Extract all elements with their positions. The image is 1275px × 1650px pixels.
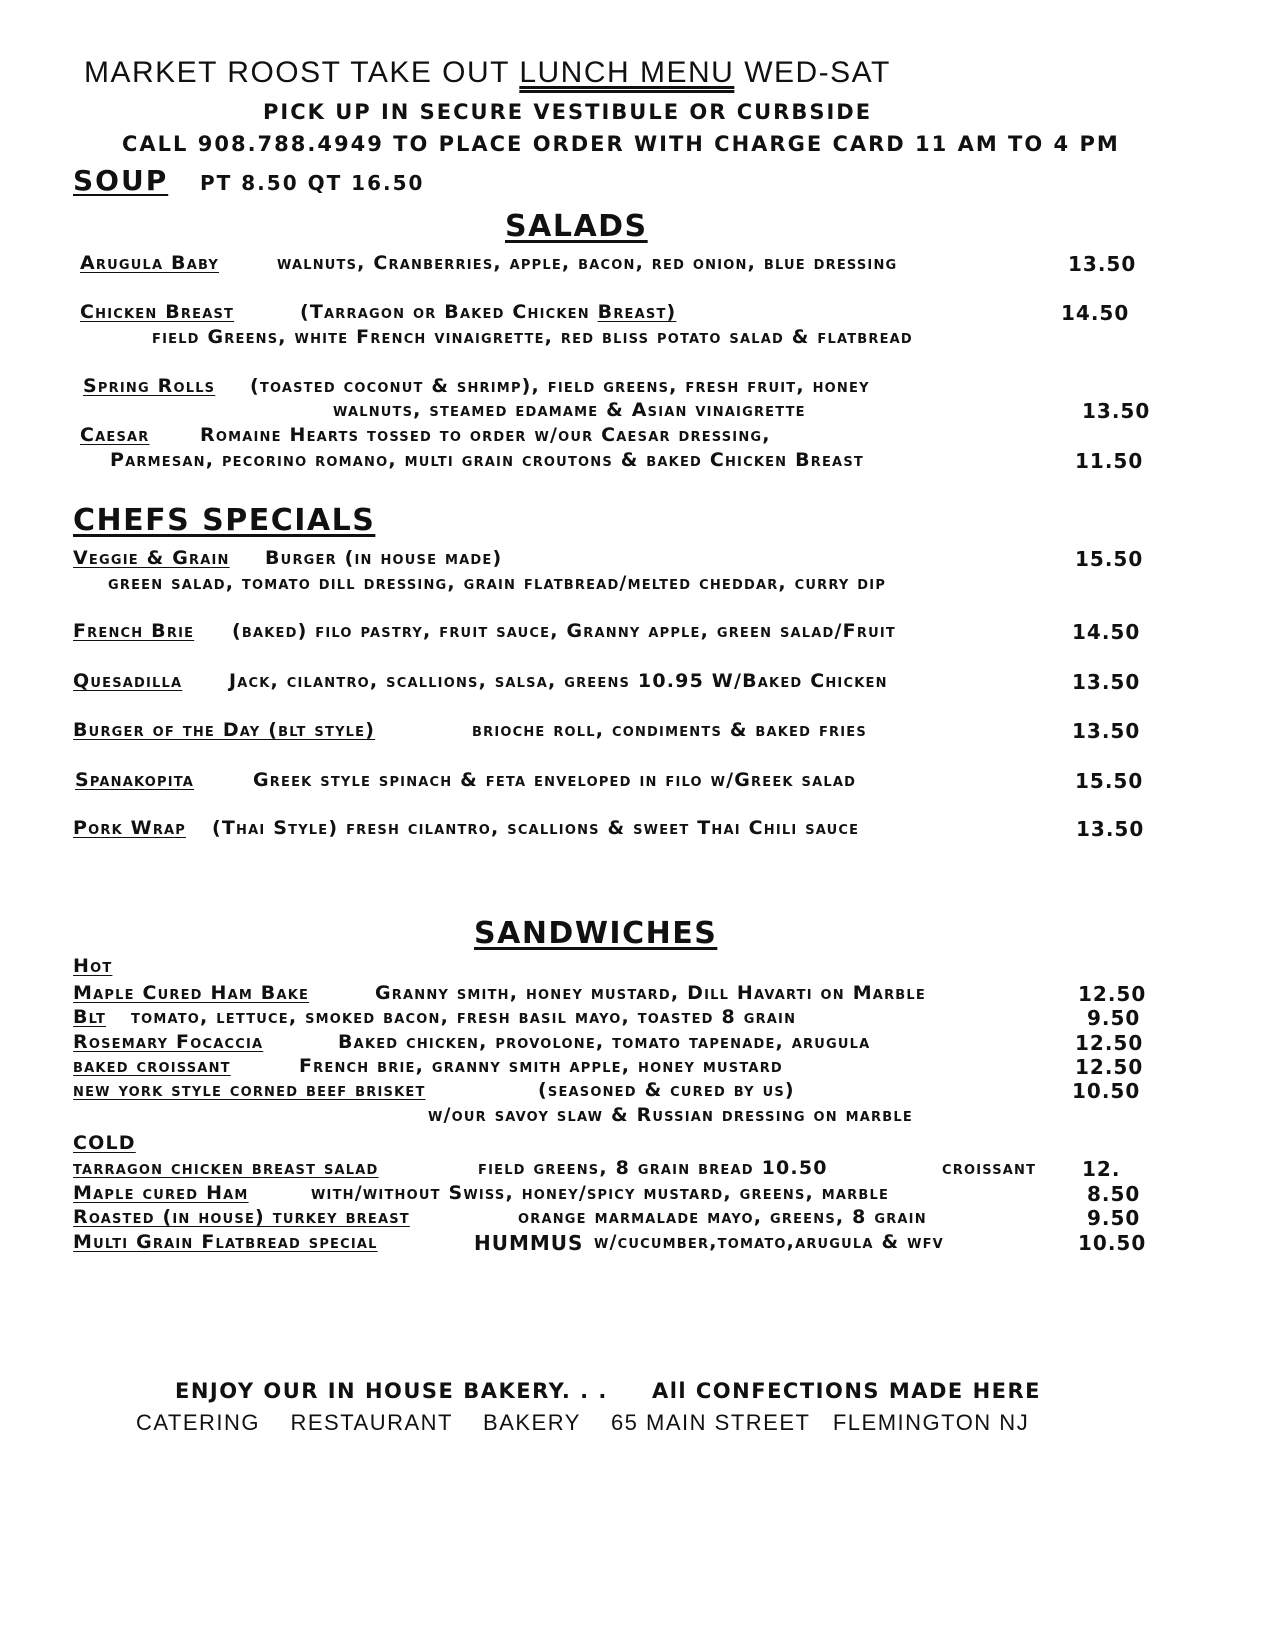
item-name: Chicken Breast — [80, 301, 235, 323]
item-name: Caesar — [80, 424, 150, 446]
item-desc-2: green salad, tomato dill dressing, grain flatbread/melted cheddar, curry dip — [108, 572, 887, 594]
item-desc: Greek style spinach & feta enveloped in filo w/Greek salad — [253, 769, 857, 791]
item-desc: Jack, cilantro, scallions, salsa, greens 10.95 W/Baked Chicken — [229, 670, 888, 692]
lunch-menu-label: LUNCH MENU — [519, 56, 735, 89]
item-price: 11.50 — [1075, 449, 1144, 473]
item-price: 9.50 — [1087, 1206, 1141, 1230]
item-desc: (seasoned & cured by us) — [538, 1079, 795, 1101]
item-name: Multi Grain Flatbread special — [73, 1231, 378, 1253]
chefs-specials-heading: CHEFS SPECIALS — [73, 503, 376, 538]
item-desc: orange marmalade mayo, greens, 8 grain — [518, 1206, 927, 1228]
item-price: 14.50 — [1072, 620, 1141, 644]
pickup-note: PICK UP IN SECURE VESTIBULE OR CURBSIDE — [263, 100, 873, 124]
item-desc: (Thai Style) fresh cilantro, scallions & sweet Thai Chili sauce — [212, 817, 860, 839]
item-name: Spanakopita — [75, 769, 195, 791]
item-desc: with/without Swiss, honey/spicy mustard, greens, marble — [311, 1182, 890, 1204]
item-desc: tomato, lettuce, smoked bacon, fresh basil mayo, toasted 8 grain — [131, 1006, 797, 1028]
item-price: 13.50 — [1082, 399, 1151, 423]
item-name: Maple Cured Ham Bake — [73, 982, 310, 1004]
item-name: Quesadilla — [73, 670, 183, 692]
item-price: 13.50 — [1072, 670, 1141, 694]
item-price: 10.50 — [1078, 1231, 1147, 1255]
hot-label: Hot — [73, 955, 113, 977]
item-name: French Brie — [73, 620, 195, 642]
item-desc-2: field Greens, white French vinaigrette, red bliss potato salad & flatbread — [152, 326, 913, 348]
item-name: tarragon chicken breast salad — [73, 1157, 379, 1179]
item-price: 9.50 — [1087, 1006, 1141, 1030]
item-price: 13.50 — [1068, 252, 1137, 276]
soup-prices: PT 8.50 QT 16.50 — [200, 171, 425, 195]
bakery-note: ENJOY OUR IN HOUSE BAKERY. . . All CONFECTIONS MADE HERE — [175, 1379, 1042, 1403]
item-price: 13.50 — [1076, 817, 1145, 841]
sandwiches-heading: SANDWICHES — [474, 916, 718, 951]
soup-label: SOUP — [73, 164, 169, 197]
item-price: 13.50 — [1072, 719, 1141, 743]
item-desc: (baked) filo pastry, fruit sauce, Granny apple, green salad/Fruit — [232, 620, 896, 642]
item-desc-2: Parmesan, pecorino romano, multi grain croutons & baked Chicken Breast — [110, 449, 864, 471]
item-desc: Romaine Hearts tossed to order w/our Caesar dressing, — [200, 424, 771, 446]
item-desc: field greens, 8 grain bread 10.50 — [478, 1157, 828, 1179]
item-extra: croissant — [942, 1157, 1037, 1179]
item-desc-2: walnuts, steamed edamame & Asian vinaigrette — [333, 399, 806, 421]
item-price: 15.50 — [1075, 769, 1144, 793]
item-price: 12.50 — [1075, 1055, 1144, 1079]
item-price: 8.50 — [1087, 1182, 1141, 1206]
item-desc: Granny smith, honey mustard, Dill Havarti on Marble — [375, 982, 926, 1004]
item-name: Arugula Baby — [80, 252, 220, 274]
item-name: baked croissant — [73, 1055, 231, 1077]
item-name: Rosemary Focaccia — [73, 1031, 264, 1053]
menu-title: MARKET ROOST TAKE OUT LUNCH MENU WED-SAT — [84, 56, 891, 89]
item-desc: Baked chicken, provolone, tomato tapenade, arugula — [338, 1031, 871, 1053]
item-name: Blt — [73, 1006, 107, 1028]
item-desc-hummus: HUMMUS — [474, 1231, 584, 1255]
item-desc: brioche roll, condiments & baked fries — [472, 719, 867, 741]
item-price: 12. — [1082, 1157, 1121, 1181]
item-name: new york style corned beef brisket — [73, 1079, 426, 1101]
item-price: 12.50 — [1075, 1031, 1144, 1055]
item-name: Pork Wrap — [73, 817, 187, 839]
item-price: 12.50 — [1078, 982, 1147, 1006]
item-desc: Burger (in house made) — [265, 547, 503, 569]
item-price: 14.50 — [1061, 301, 1130, 325]
address-line: CATERING RESTAURANT BAKERY 65 MAIN STREET FLEMINGTON NJ — [136, 1410, 1030, 1435]
item-desc: (Tarragon or Baked Chicken Breast) — [300, 301, 677, 323]
item-name: Spring Rolls — [83, 375, 216, 397]
item-name: Roasted (in house) turkey breast — [73, 1206, 410, 1228]
call-note: CALL 908.788.4949 TO PLACE ORDER WITH CHARGE CARD 11 AM TO 4 PM — [122, 132, 1120, 156]
item-name: Burger of the Day (blt style) — [73, 719, 376, 741]
item-name: Veggie & Grain — [73, 547, 230, 569]
item-price: 15.50 — [1075, 547, 1144, 571]
item-name: Maple cured Ham — [73, 1182, 249, 1204]
salads-heading: SALADS — [505, 209, 648, 244]
cold-label: COLD — [73, 1132, 136, 1154]
item-desc: walnuts, Cranberries, apple, bacon, red onion, blue dressing — [277, 252, 898, 274]
item-desc: w/cucumber,tomato,arugula & wfv — [594, 1231, 944, 1253]
item-price: 10.50 — [1072, 1079, 1141, 1103]
item-desc-2: w/our savoy slaw & Russian dressing on marble — [428, 1104, 913, 1126]
item-desc: French brie, granny smith apple, honey mustard — [299, 1055, 783, 1077]
item-desc: (toasted coconut & shrimp), field greens, fresh fruit, honey — [250, 375, 870, 397]
